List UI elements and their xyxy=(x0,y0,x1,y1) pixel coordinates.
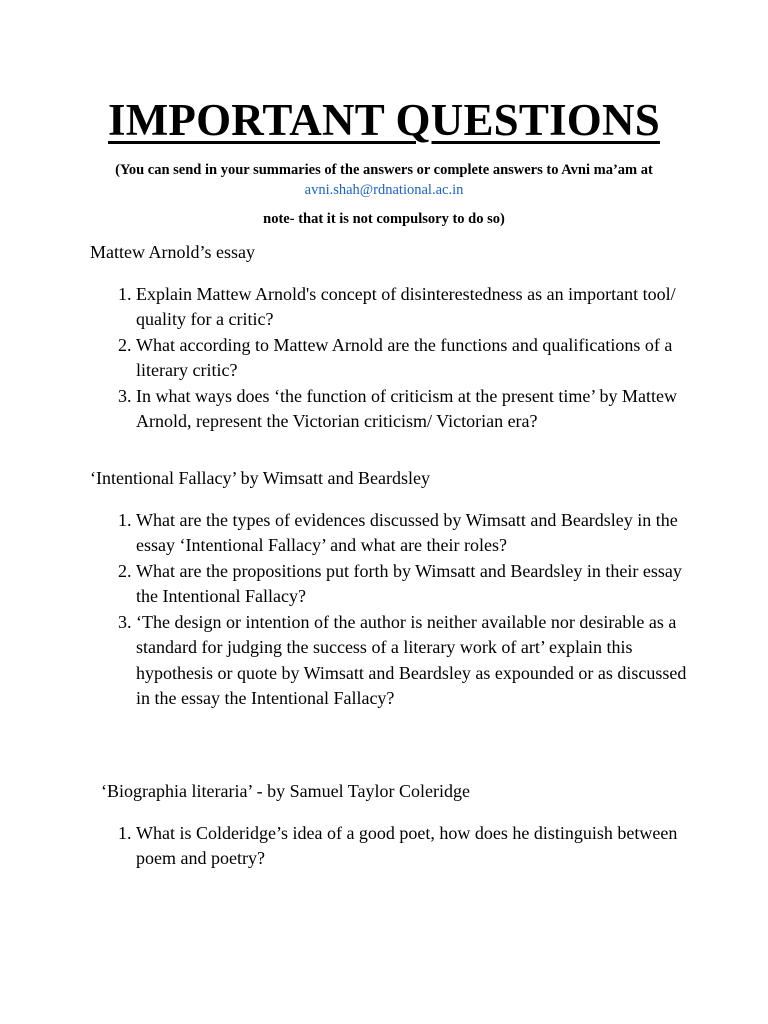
question-item: 2. What according to Mattew Arnold are the functions and qualifications of a literary critic? xyxy=(136,333,696,384)
question-item: 3. ‘The design or intention of the author is neither available nor desirable as a standard for judging the success of a literary work of art’ explain this hypothesis or quote by Wimsatt and Beardsley as expounded or as discussed in the essay the Intentional Fallacy? xyxy=(136,610,696,712)
question-list xyxy=(90,282,696,435)
question-item: 2. What are the propositions put forth by Wimsatt and Beardsley in their essay the Intentional Fallacy? xyxy=(136,559,696,610)
page-title-text: IMPORTANT QUESTIONS xyxy=(108,95,660,145)
question-item: 1. Explain Mattew Arnold's concept of disinterestedness as an important tool/ quality for a critic? xyxy=(136,282,696,333)
section-biographia xyxy=(101,779,696,872)
section-intentional-fallacy xyxy=(90,466,696,712)
section-arnold xyxy=(90,240,696,435)
question-list xyxy=(101,821,696,872)
question-list xyxy=(90,508,696,712)
page-title xyxy=(0,92,768,148)
optional-note: note- that it is not compulsory to do so) xyxy=(263,211,505,227)
section-title: ‘Biographia literaria’ - by Samuel Taylor Coleridge xyxy=(101,781,470,801)
submission-note: (You can send in your summaries of the answers or complete answers to Avni ma’am at xyxy=(115,162,653,178)
question-item: 1. What is Colderidge’s idea of a good poet, how does he distinguish between poem and poetry? xyxy=(136,821,696,872)
question-item: 3. In what ways does ‘the function of criticism at the present time’ by Mattew Arnold, represent the Victorian criticism/ Victorian era? xyxy=(136,384,696,435)
section-title: ‘Intentional Fallacy’ by Wimsatt and Beardsley xyxy=(90,468,431,488)
question-item: 1. What are the types of evidences discussed by Wimsatt and Beardsley in the essay ‘Intentional Fallacy’ and what are their roles? xyxy=(136,508,696,559)
email-link[interactable]: avni.shah@rdnational.ac.in xyxy=(304,182,464,198)
section-title: Mattew Arnold’s essay xyxy=(90,242,255,262)
